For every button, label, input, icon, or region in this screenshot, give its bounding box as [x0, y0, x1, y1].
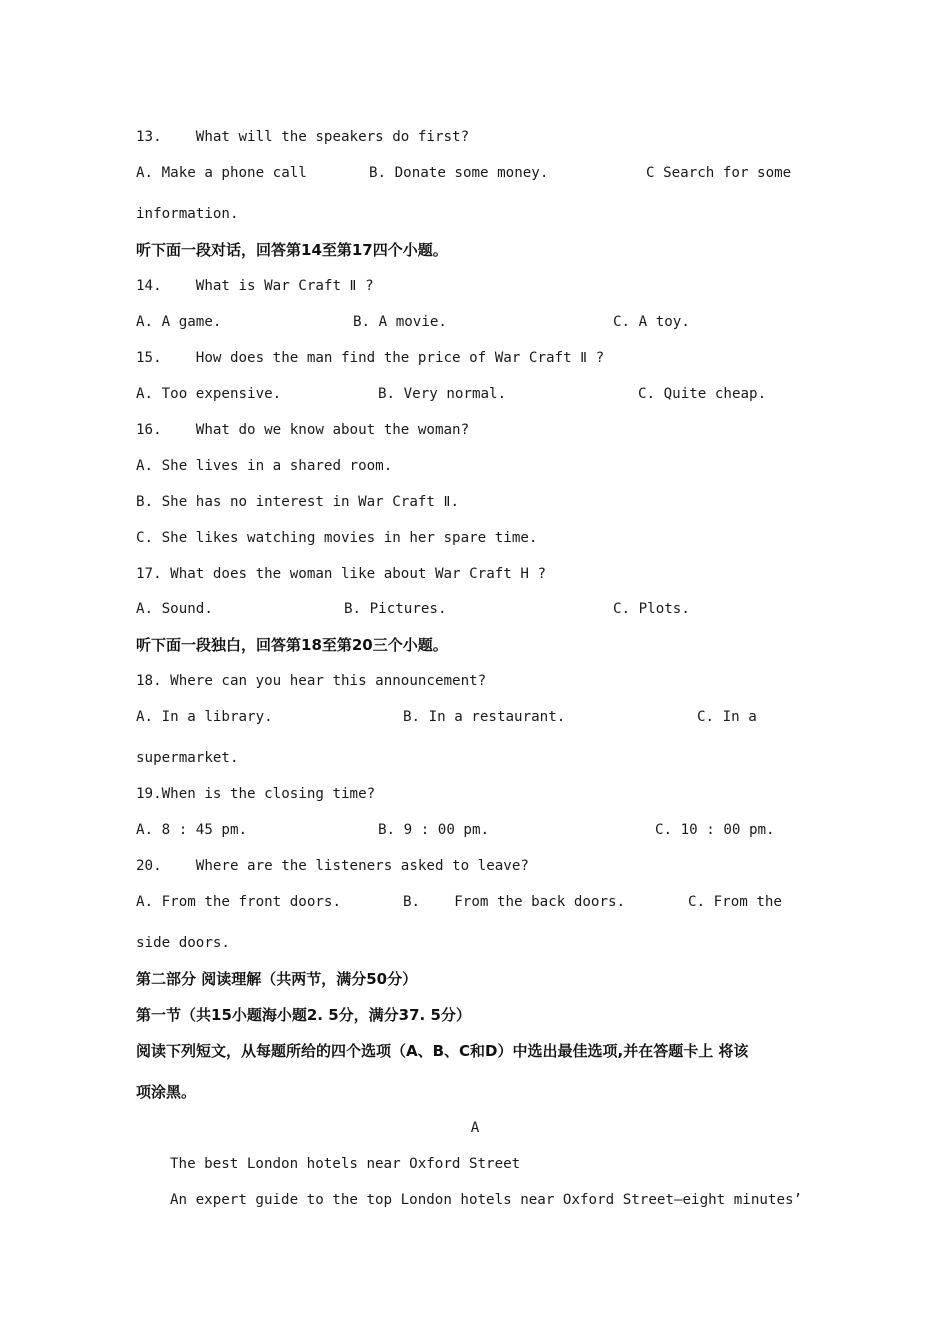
question-15-stem: 15. How does the man find the price of War Craft Ⅱ ?: [136, 350, 605, 366]
part-2-heading: 第二部分 阅读理解（共两节，满分50分）: [136, 970, 418, 988]
question-16-stem: 16. What do we know about the woman?: [136, 422, 470, 438]
question-16-option-b: B. She has no interest in War Craft Ⅱ.: [136, 494, 460, 510]
question-20-option-c-continued: side doors.: [136, 935, 230, 951]
question-19-option-c: C. 10 : 00 pm.: [655, 822, 775, 838]
question-13-option-b: B. Donate some money.: [369, 165, 549, 181]
question-13-option-c: C Search for some: [646, 165, 792, 181]
reading-instruction-line-2: 项涂黑。: [136, 1083, 197, 1101]
section-1-heading: 第一节（共15小题海小题2. 5分，满分37. 5分）: [136, 1006, 471, 1024]
question-13-stem: 13. What will the speakers do first?: [136, 129, 470, 145]
question-17-stem: 17. What does the woman like about War Craft H ?: [136, 566, 546, 582]
question-15-option-a: A. Too expensive.: [136, 386, 282, 402]
question-13-option-a: A. Make a phone call: [136, 165, 307, 181]
reading-instruction-line-1: 阅读下列短文，从每题所给的四个选项（A、B、C和D）中选出最佳选项,并在答题卡上 将该: [136, 1042, 749, 1060]
question-16-option-c: C. She likes watching movies in her spare time.: [136, 530, 538, 546]
question-17-option-b: B. Pictures.: [344, 601, 447, 617]
question-17-option-a: A. Sound.: [136, 601, 213, 617]
question-18-option-a: A. In a library.: [136, 709, 273, 725]
instruction-14-17: 听下面一段对话，回答第14至第17四个小题。: [136, 241, 448, 259]
question-20-option-c: C. From the: [688, 894, 782, 910]
question-16-option-a: A. She lives in a shared room.: [136, 458, 393, 474]
question-18-option-c: C. In a: [697, 709, 757, 725]
question-19-option-b: B. 9 : 00 pm.: [378, 822, 490, 838]
question-20-option-b: B. From the back doors.: [403, 894, 626, 910]
passage-label: A: [470, 1120, 480, 1136]
question-14-stem: 14. What is War Craft Ⅱ ?: [136, 278, 374, 294]
question-20-stem: 20. Where are the listeners asked to leave?: [136, 858, 529, 874]
passage-title: The best London hotels near Oxford Street: [170, 1156, 521, 1172]
question-13-option-c-continued: information.: [136, 206, 239, 222]
question-15-option-b: B. Very normal.: [378, 386, 507, 402]
question-14-option-a: A. A game.: [136, 314, 222, 330]
question-18-option-b: B. In a restaurant.: [403, 709, 566, 725]
instruction-18-20: 听下面一段独白，回答第18至第20三个小题。: [136, 636, 448, 654]
question-14-option-b: B. A movie.: [353, 314, 447, 330]
question-18-stem: 18. Where can you hear this announcement?: [136, 673, 487, 689]
question-18-option-c-continued: supermarket.: [136, 750, 239, 766]
question-14-option-c: C. A toy.: [613, 314, 690, 330]
question-19-option-a: A. 8 : 45 pm.: [136, 822, 248, 838]
question-19-stem: 19.When is the closing time?: [136, 786, 376, 802]
question-20-option-a: A. From the front doors.: [136, 894, 341, 910]
passage-line-1: An expert guide to the top London hotels near Oxford Street—eight minutes’: [170, 1192, 803, 1208]
question-15-option-c: C. Quite cheap.: [638, 386, 767, 402]
question-17-option-c: C. Plots.: [613, 601, 690, 617]
